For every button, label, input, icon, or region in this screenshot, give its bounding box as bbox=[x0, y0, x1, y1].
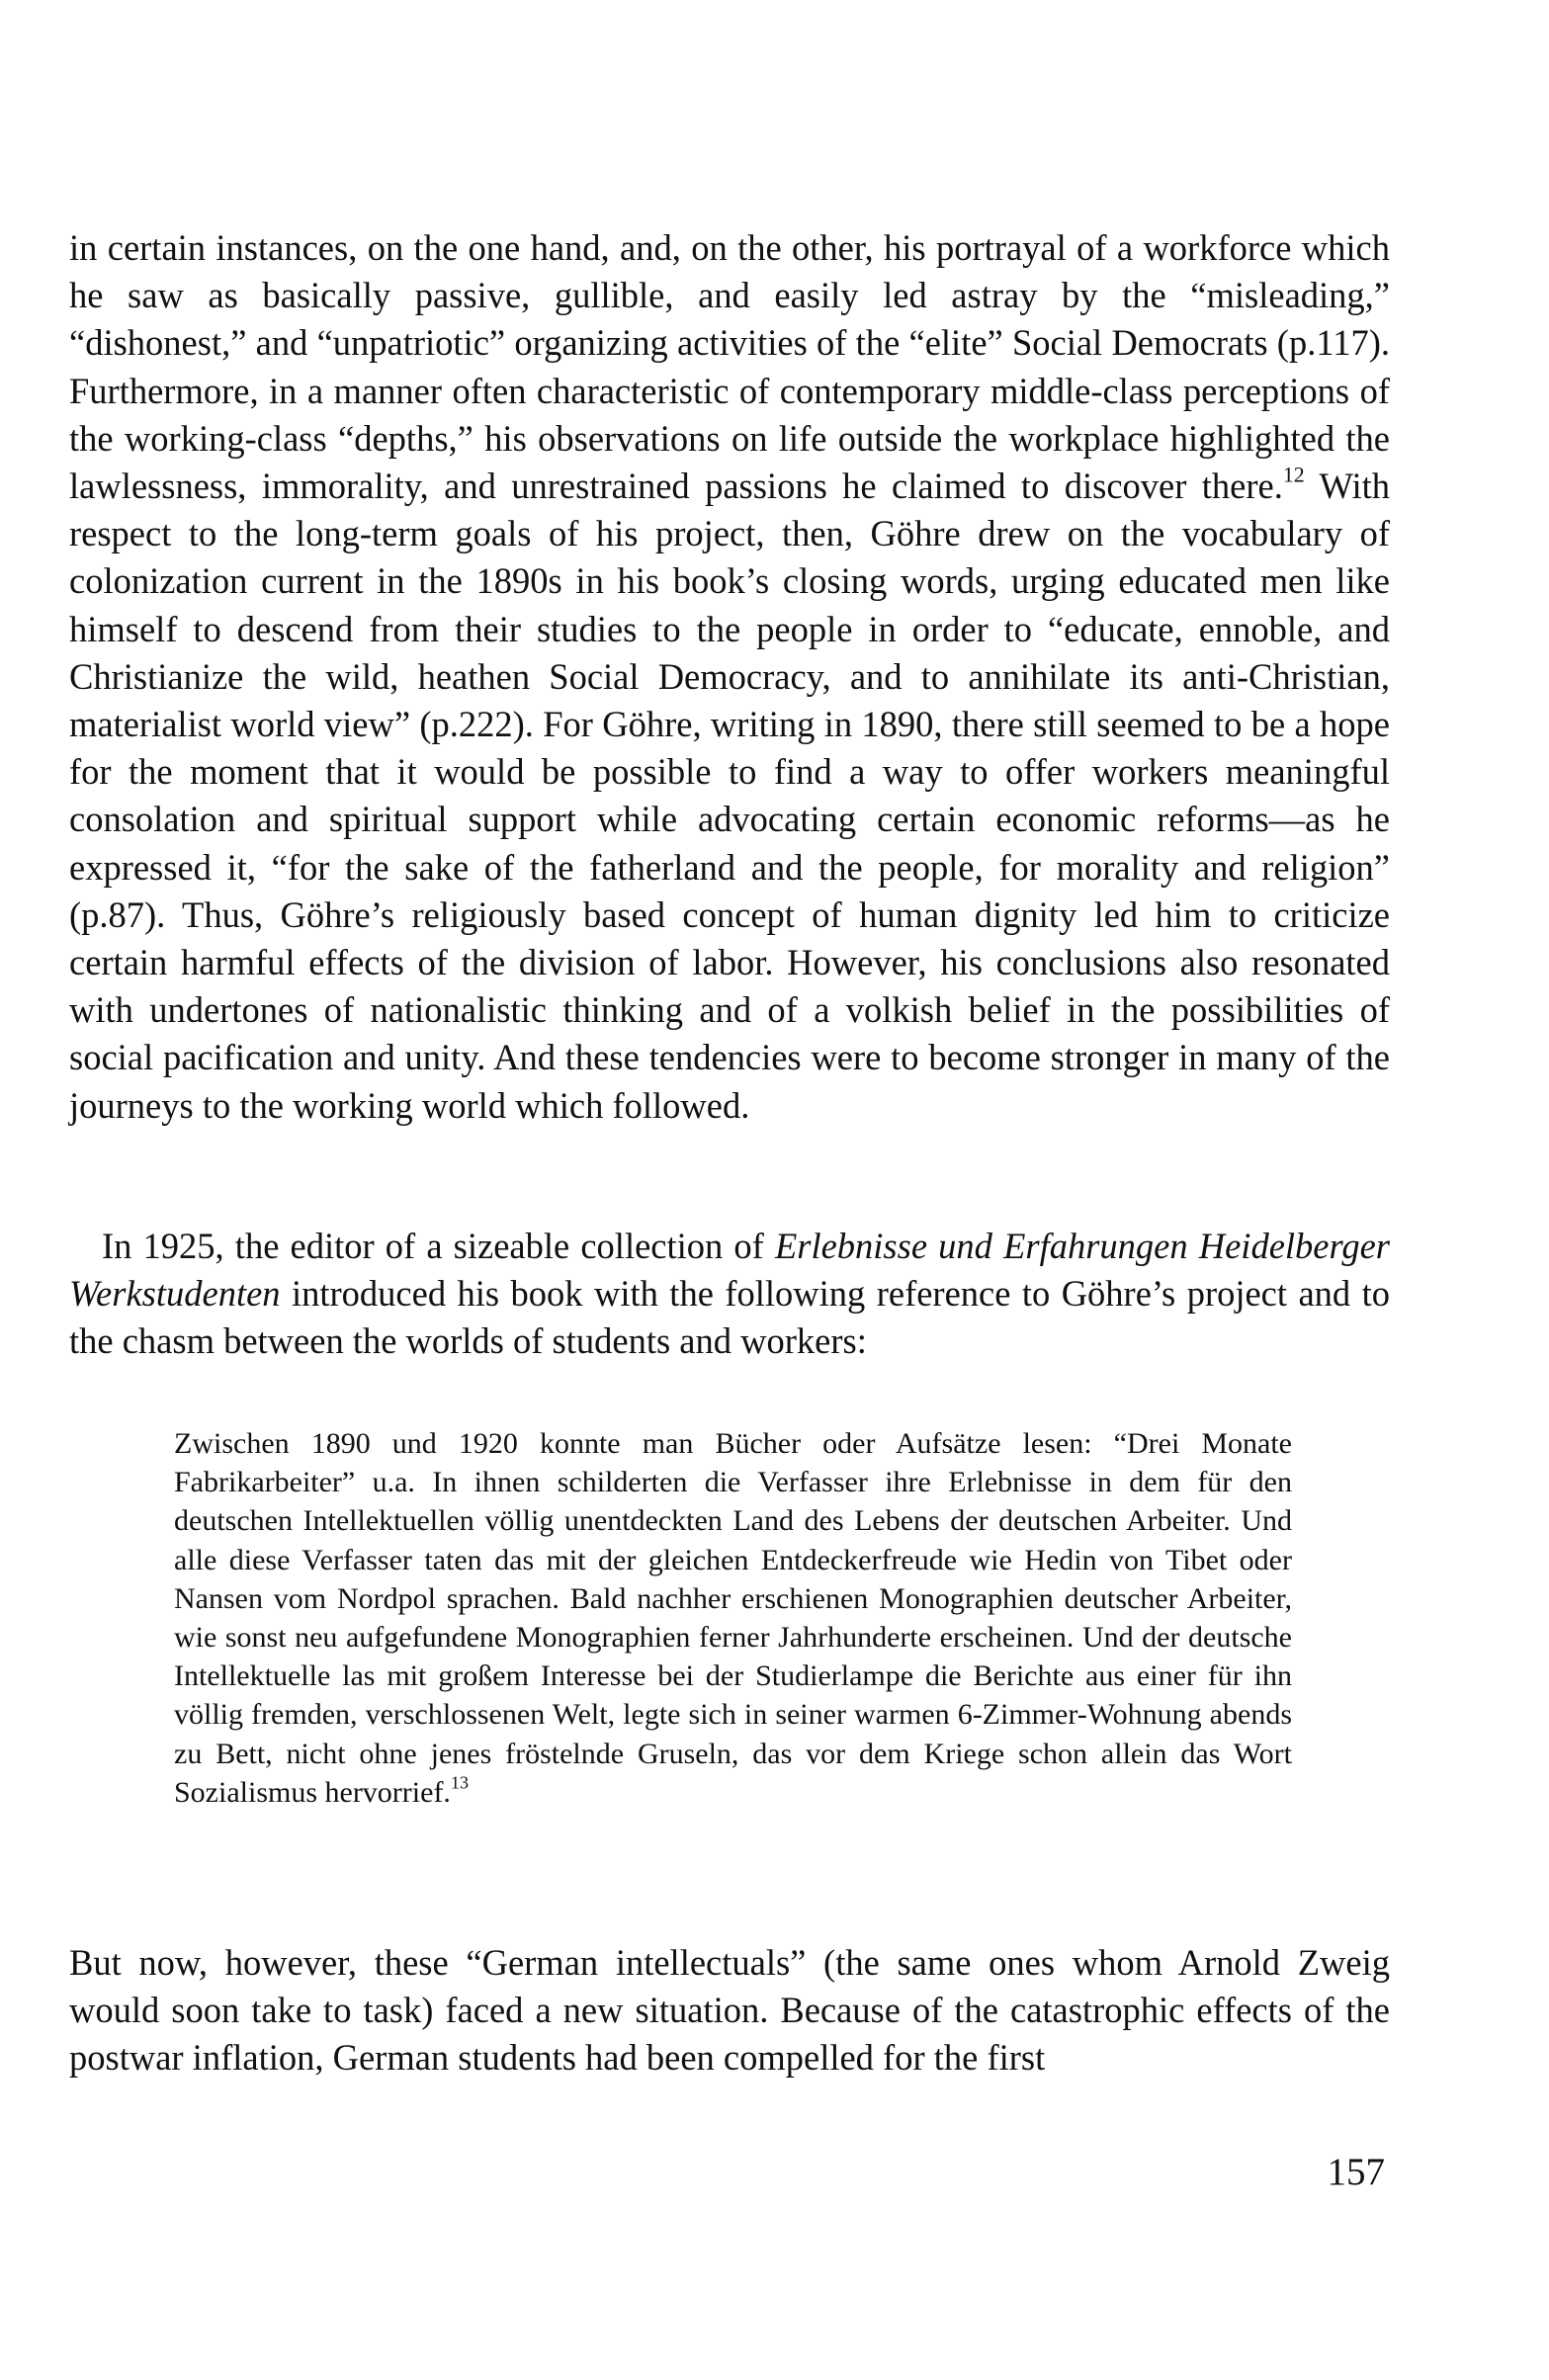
block-quote-text: Zwischen 1890 und 1920 konnte man Bücher oder Aufsätze lesen: “Drei Monate Fabrikarbeiter” u.a. In ihnen schilderten die Verfasser ihre Erlebnisse in dem für den deutschen Intellektuellen völlig unentdeckten Land des Lebens der deutschen Arbeiter. Und alle diese Verfasser taten das mit der gleichen Entdeckerfreude wie Hedin von Tibet oder Nansen vom Nordpol sprachen. Bald nachher erschienen Monographien deutscher Arbeiter, wie sonst neu aufgefundene Monographien ferner Jahrhunderte erscheinen. Und der deutsche Intellektuelle las mit großem Interesse bei der Studierlampe die Berichte aus einer für ihn völlig fremden, verschlossenen Welt, legte sich in seiner warmen 6-Zimmer-Wohnung abends zu Bett, nicht ohne jenes fröstelnde Gruseln, das vor dem Kriege schon allein das Wort Sozialismus hervorrief. bbox=[174, 1427, 1292, 1809]
footnote-marker-12: 12 bbox=[1282, 462, 1305, 487]
body-paragraph-2 bbox=[69, 1223, 1390, 1366]
paragraph-3-text: But now, however, these “German intellectuals” (the same ones whom Arnold Zweig would soon take to task) faced a new situation. Because of the catastrophic effects of the postwar inflation, German students had been compelled for the first bbox=[69, 1942, 1390, 2079]
paragraph-1-text-b: With respect to the long-term goals of his project, then, Göhre drew on the vocabulary of colonization current in the 1890s in his book’s closing words, urging educated men like himself to descend from their studies to the people in order to “educate, ennoble, and Christianize the wild, heathen Social Democracy, and to annihilate its anti-Christian, materialist world view” (p.222). For Göhre, writing in 1890, there still seemed to be a hope for the moment that it would be possible to find a way to offer workers meaningful consolation and spiritual support while advocating certain economic reforms—as he expressed it, “for the sake of the fatherland and the people, for morality and religion” (p.87). Thus, Göhre’s religiously based concept of human dignity led him to criticize certain harmful effects of the division of labor. However, his conclusions also resonated with undertones of nationalistic thinking and of a volkish belief in the possibilities of social pacification and unity. And these tendencies were to become stronger in many of the journeys to the working world which followed. bbox=[69, 466, 1390, 1126]
book-title-italic: Erlebnisse und Erfahrungen Heidelberger Werkstudenten bbox=[69, 1226, 1390, 1315]
paragraph-1-text-a: in certain instances, on the one hand, and, on the other, his portrayal of a workforce which he saw as basically passive, gullible, and easily led astray by the “misleading,” “dishonest,” and “unpatriotic” organizing activities of the “elite” Social Democrats (p.117). Furthermore, in a manner often characteristic of contemporary middle-class perceptions of the working-class “depths,” his observations on life outside the workplace highlighted the lawlessness, immorality, and unrestrained passions he claimed to discover there. bbox=[69, 227, 1390, 507]
block-quote bbox=[174, 1424, 1292, 1812]
paragraph-2-text-b: introduced his book with the following reference to Göhre’s project and to the chasm between the worlds of students and workers: bbox=[69, 1273, 1390, 1362]
footnote-marker-13: 13 bbox=[450, 1772, 469, 1793]
paragraph-2-text-a: In 1925, the editor of a sizeable collection of bbox=[102, 1226, 775, 1266]
body-paragraph-3 bbox=[69, 1939, 1390, 2082]
page-number: 157 bbox=[1327, 2151, 1385, 2193]
body-paragraph-1 bbox=[69, 224, 1390, 1130]
